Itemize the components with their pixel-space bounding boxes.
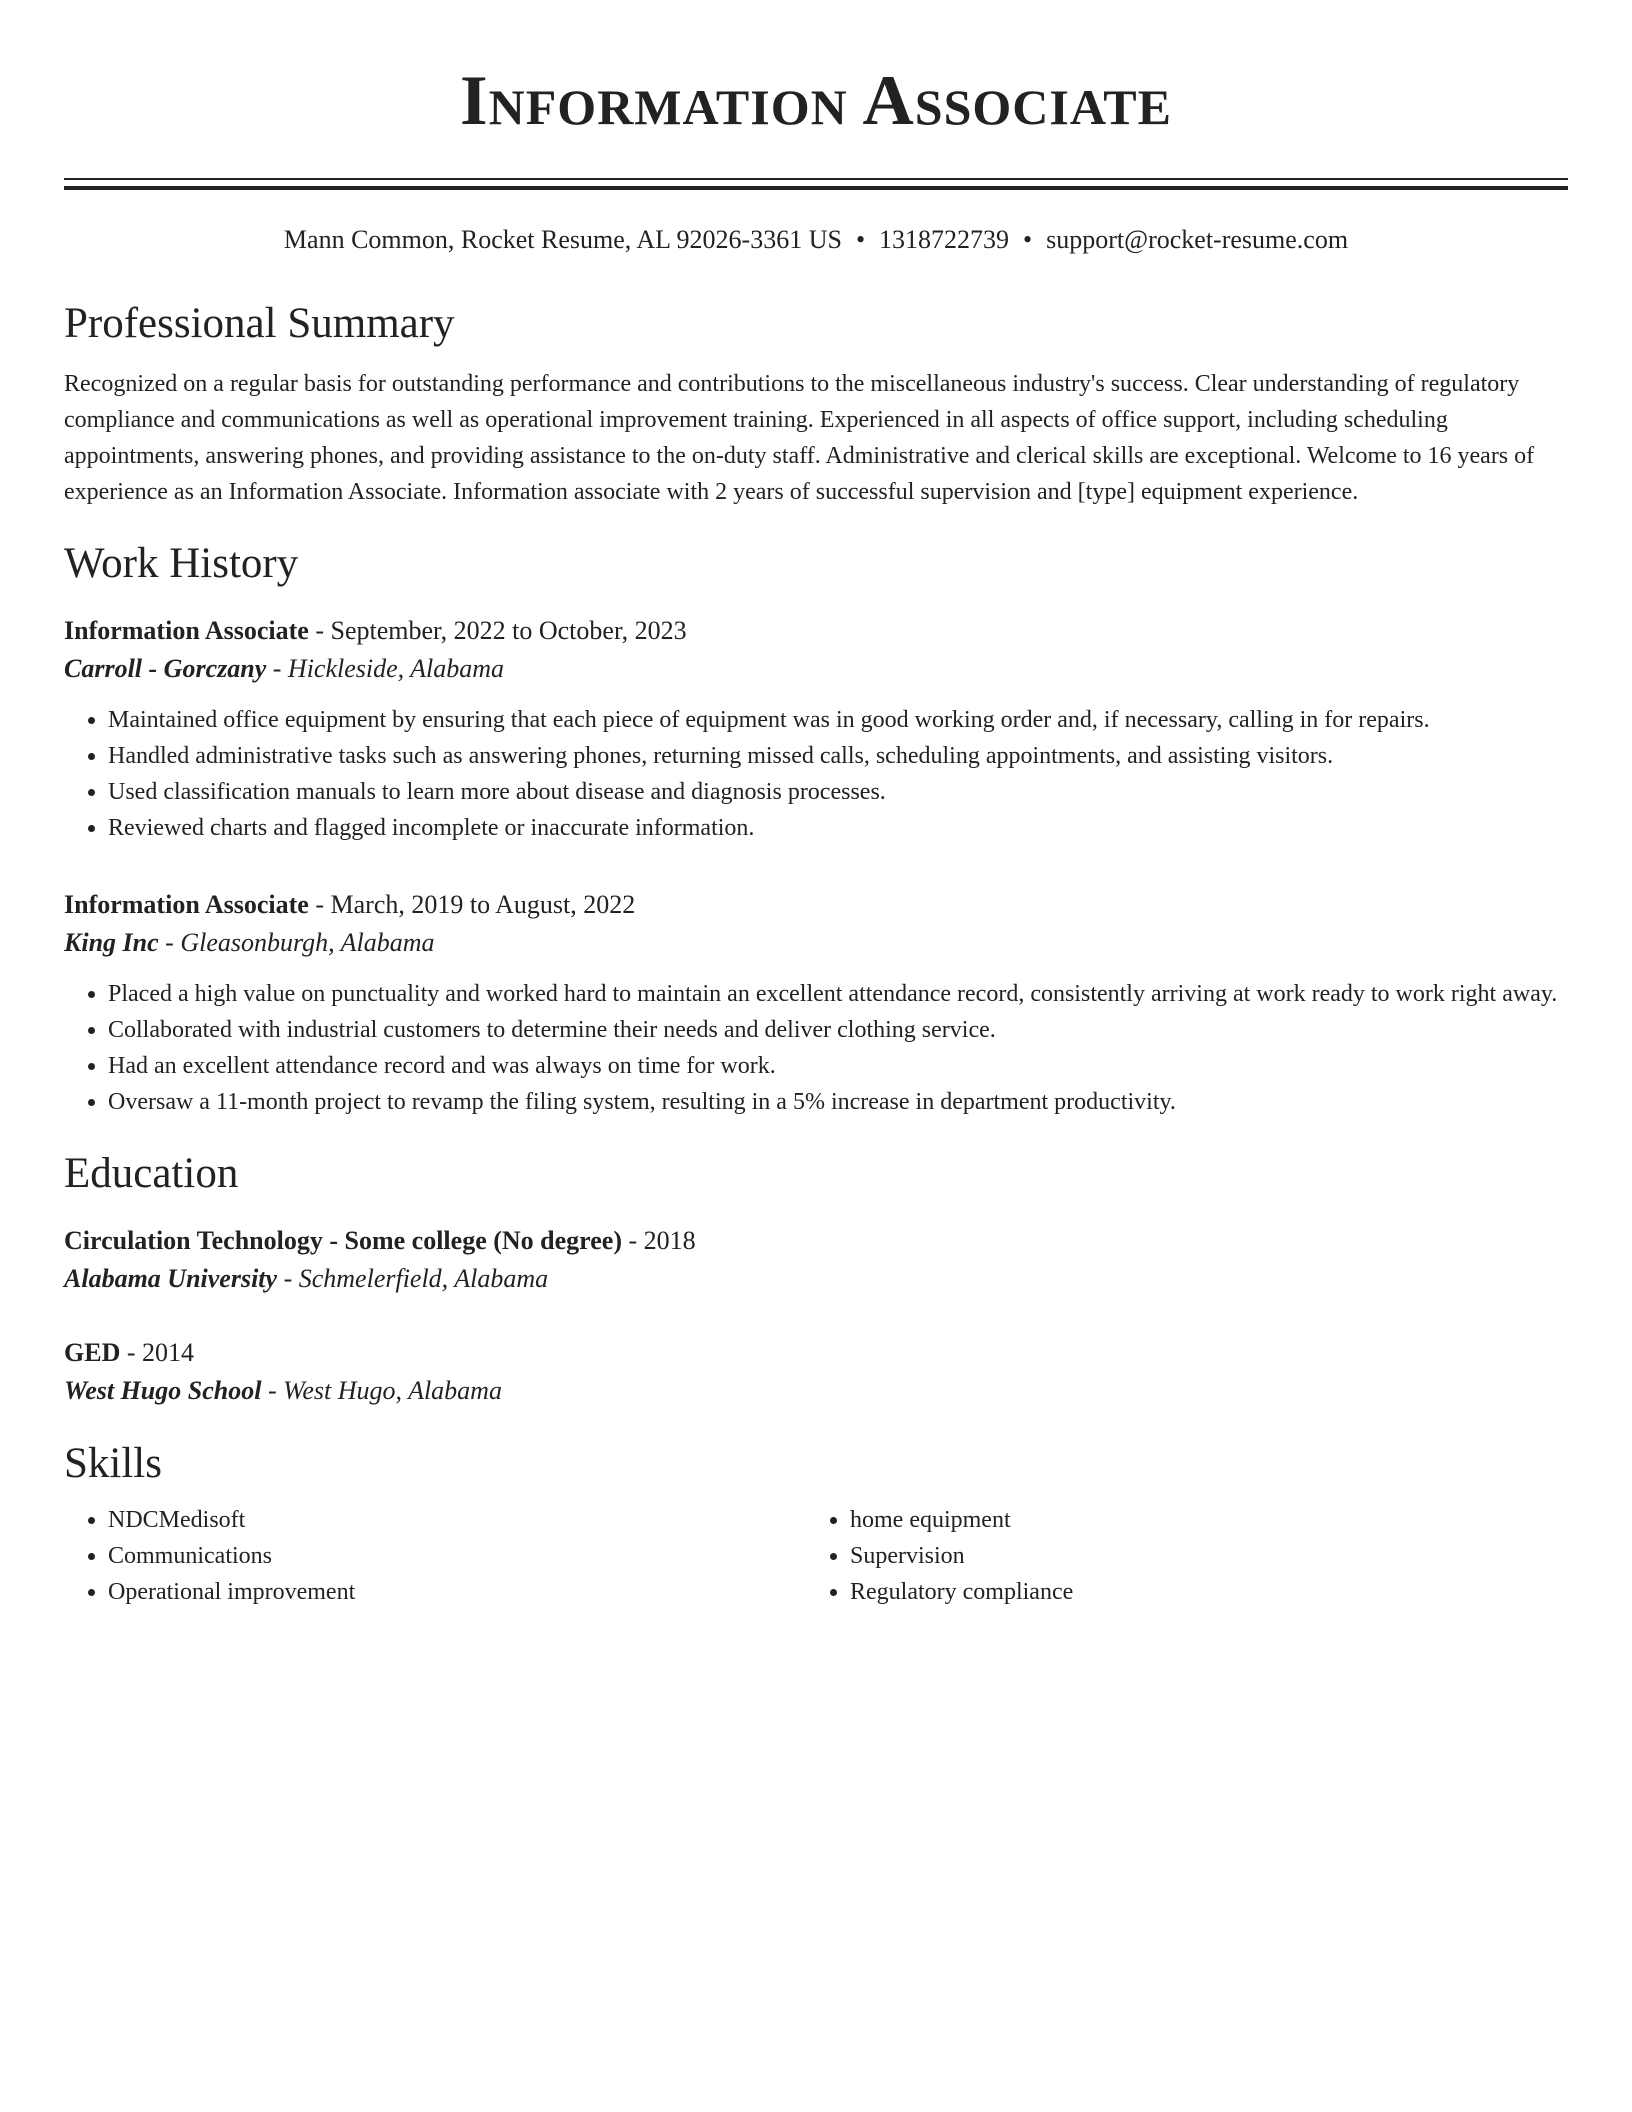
skills-heading: Skills — [64, 1440, 162, 1487]
degree-name: GED — [64, 1338, 121, 1367]
skills-column-right — [806, 1502, 1548, 1610]
skill-item: • Communications — [108, 1538, 806, 1574]
job-bullet: • Maintained office equipment by ensuring that each piece of equipment was in good working order and, if necessary, calling in for repairs. — [108, 702, 1568, 738]
job-entry — [64, 886, 1568, 1120]
job-bullet: • Placed a high value on punctuality and worked hard to maintain an excellent attendance record, consistently arriving at work ready to work right away. — [108, 976, 1568, 1012]
company-location: Hickleside, Alabama — [287, 654, 505, 683]
company-location: Gleasonburgh, Alabama — [180, 928, 435, 957]
degree-year: 2014 — [142, 1338, 195, 1367]
dash-separator: - — [277, 1264, 299, 1293]
school-location: Schmelerfield, Alabama — [298, 1264, 549, 1293]
summary-text: Recognized on a regular basis for outstanding performance and contributions to the miscellaneous industry's success. Clear understanding of regulatory compliance and communications as well as operational improvement training. Experienced in all aspects of office support, including scheduling appointments, answering phones, and providing assistance to the on-duty staff. Administrative and clerical skills are exceptional. Welcome to 16 years of experience as an Information Associate. Information associate with 2 years of successful supervision and [type] equipment experience. — [64, 371, 1535, 505]
education-entry — [64, 1222, 1568, 1298]
job-bullet: • Used classification manuals to learn more about disease and diagnosis processes. — [108, 774, 1568, 810]
school-line — [64, 1260, 1568, 1298]
job-dates: September, 2022 to October, 2023 — [330, 616, 687, 645]
contact-phone: 1318722739 — [879, 225, 1010, 254]
job-bullet: • Reviewed charts and flagged incomplete or inaccurate information. — [108, 810, 1568, 846]
job-dates: March, 2019 to August, 2022 — [330, 890, 636, 919]
degree-line — [64, 1222, 1568, 1260]
skill-item: • home equipment — [850, 1502, 1548, 1538]
job-bullet-list — [64, 702, 1568, 846]
job-title-line — [64, 612, 1568, 650]
job-bullet: • Collaborated with industrial customers to determine their needs and deliver clothing service. — [108, 1012, 1568, 1048]
skill-item: • Operational improvement — [108, 1574, 806, 1610]
summary-heading: Professional Summary — [64, 300, 455, 347]
job-title: Information Associate — [64, 616, 309, 645]
degree-year: 2018 — [643, 1226, 696, 1255]
company-name: King Inc — [64, 928, 159, 957]
contact-email: support@rocket-resume.com — [1046, 225, 1349, 254]
school-location: West Hugo, Alabama — [283, 1376, 502, 1405]
dash-separator: - — [120, 1338, 143, 1367]
job-bullet: • Oversaw a 11-month project to revamp the filing system, resulting in a 5% increase in department productivity. — [108, 1084, 1568, 1120]
contact-line — [64, 224, 1568, 256]
job-bullet-list — [64, 976, 1568, 1120]
school-name: Alabama University — [64, 1264, 278, 1293]
dash-separator: - — [266, 654, 288, 683]
company-line — [64, 924, 1568, 962]
skill-item: • Regulatory compliance — [850, 1574, 1548, 1610]
resume-title: Information Associate — [460, 62, 1172, 140]
title-divider-thin — [64, 178, 1568, 180]
contact-address: Mann Common, Rocket Resume, AL 92026-3361 US — [283, 225, 842, 254]
skill-item: • NDCMedisoft — [108, 1502, 806, 1538]
job-bullet: • Handled administrative tasks such as answering phones, returning missed calls, scheduling appointments, and assisting visitors. — [108, 738, 1568, 774]
bullet-separator: • — [855, 225, 866, 254]
job-title: Information Associate — [64, 890, 309, 919]
dash-separator: - — [308, 890, 331, 919]
job-entry — [64, 612, 1568, 846]
skill-item: • Supervision — [850, 1538, 1548, 1574]
job-bullet: • Had an excellent attendance record and was always on time for work. — [108, 1048, 1568, 1084]
title-divider-thick — [64, 186, 1568, 190]
school-line — [64, 1372, 1568, 1410]
dash-separator: - — [308, 616, 331, 645]
work-history-heading: Work History — [64, 540, 299, 587]
job-title-line — [64, 886, 1568, 924]
bullet-separator: • — [1023, 225, 1033, 254]
dash-separator: - — [621, 1226, 644, 1255]
company-line — [64, 650, 1568, 688]
education-heading: Education — [64, 1150, 239, 1197]
dash-separator: - — [261, 1376, 284, 1405]
degree-line — [64, 1334, 1568, 1372]
skills-column-left — [64, 1502, 806, 1610]
skills-grid — [64, 1502, 1568, 1610]
school-name: West Hugo School — [64, 1376, 262, 1405]
degree-name: Circulation Technology - Some college (No degree) — [64, 1226, 622, 1255]
education-entry — [64, 1334, 1568, 1410]
dash-separator: - — [158, 928, 181, 957]
company-name: Carroll - Gorczany — [64, 654, 267, 683]
